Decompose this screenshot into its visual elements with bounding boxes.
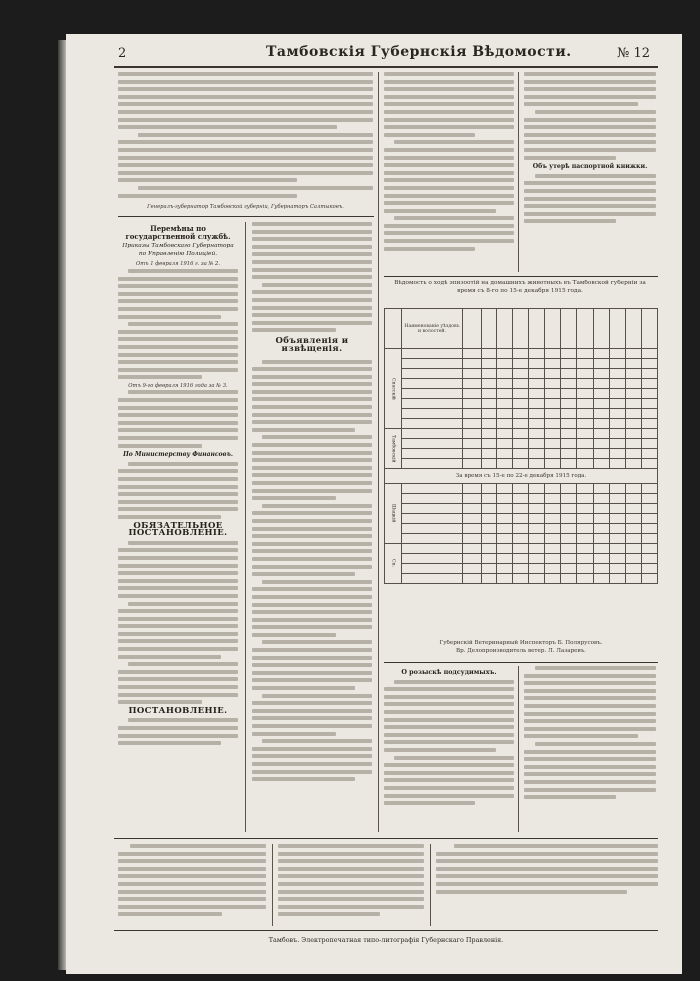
county-header: Наименованіе уѣздовъ и волостей.: [402, 309, 463, 349]
newspaper-page: [66, 34, 682, 974]
side-label-tambovsky: Тамбовскій: [385, 429, 402, 469]
inspector-signature: Губернскій Ветеринарный Инспекторъ Б. Полярусовъ.: [439, 640, 603, 646]
column-divider-1: [245, 222, 246, 832]
bottom-column-3: [436, 844, 658, 926]
epizootic-table: [384, 308, 658, 584]
wanted-persons-heading: О розыскѣ подсудимыхъ.: [401, 668, 497, 676]
issue-number: № 12: [617, 46, 650, 61]
column-divider-4: [518, 666, 519, 832]
period-2-heading: За время съ 15-е по 22-е декабря 1915 года.: [385, 469, 658, 484]
governor-signature: Генералъ-губернатор Тамбовской губерніи, Губернаторъ Салтыковъ.: [147, 203, 344, 210]
left-top-text: [118, 72, 373, 212]
order-date-2: Отъ 9-го февраля 1916 года за № 3.: [128, 382, 228, 389]
side-label-cell: [385, 309, 402, 349]
side-label-sp: Сп.: [385, 544, 402, 584]
footer-rule: [114, 930, 658, 931]
announcements-heading: Объявленія и извѣщенія.: [275, 336, 349, 354]
resolution-title: ПОСТАНОВЛЕНІЕ.: [128, 705, 228, 716]
printer-imprint: Тамбовъ. Электропечатная типо-литографія Губернскаго Правленія.: [268, 936, 504, 944]
side-label-shatsky: Шацкій: [385, 484, 402, 544]
right-top-column-b: [524, 72, 656, 272]
right-top-column-a: [384, 72, 514, 272]
column-divider-2: [378, 72, 379, 832]
order-date-1: Отъ 1 февраля 1916 г. за № 2.: [135, 261, 221, 268]
lost-passport-heading: Объ утерѣ паспортной книжки.: [532, 163, 648, 171]
header-rule: [114, 66, 658, 68]
right-bottom-column-b: [524, 666, 656, 832]
newspaper-title: Тамбовскія Губернскія Вѣдомости.: [266, 44, 572, 60]
side-label-spassky: Спасскій: [385, 349, 402, 429]
governor-orders-heading: Приказы Тамбовскаго Губернатора по Управленію Полиціей.: [122, 243, 234, 257]
middle-column: [252, 222, 372, 832]
column-divider-5: [272, 844, 273, 926]
bottom-column-2: [278, 844, 424, 926]
section-heading-service: Перемѣны по государственной службѣ.: [125, 224, 231, 241]
table-signatures: [384, 640, 658, 660]
left-rule: [118, 216, 374, 217]
right-bottom-column-a: [384, 666, 514, 832]
column-divider-6: [430, 844, 431, 926]
obligatory-resolution-title: ОБЯЗАТЕЛЬНОЕ ПОСТАНОВЛЕНІЕ.: [128, 520, 228, 539]
left-column: [118, 222, 238, 832]
bottom-column-1: [118, 844, 266, 926]
page-header: [66, 40, 682, 68]
epizootic-table-title: Вѣдомость о ходѣ эпизоотій на домашнихъ животныхъ въ Тамбовской губерніи за время съ 8-го по 15-е декабря 1915 года.: [394, 280, 646, 294]
table-bottom-rule: [384, 662, 658, 663]
column-divider-3: [518, 72, 519, 272]
finance-ministry-heading: По Министерству Финансовъ.: [123, 451, 233, 459]
clerk-signature: Вр. Делопроизводитель ветер. Л. Лазаревъ.: [456, 647, 586, 654]
page-number: 2: [118, 46, 127, 61]
table-top-rule: [384, 276, 658, 277]
lower-rule: [114, 838, 658, 839]
